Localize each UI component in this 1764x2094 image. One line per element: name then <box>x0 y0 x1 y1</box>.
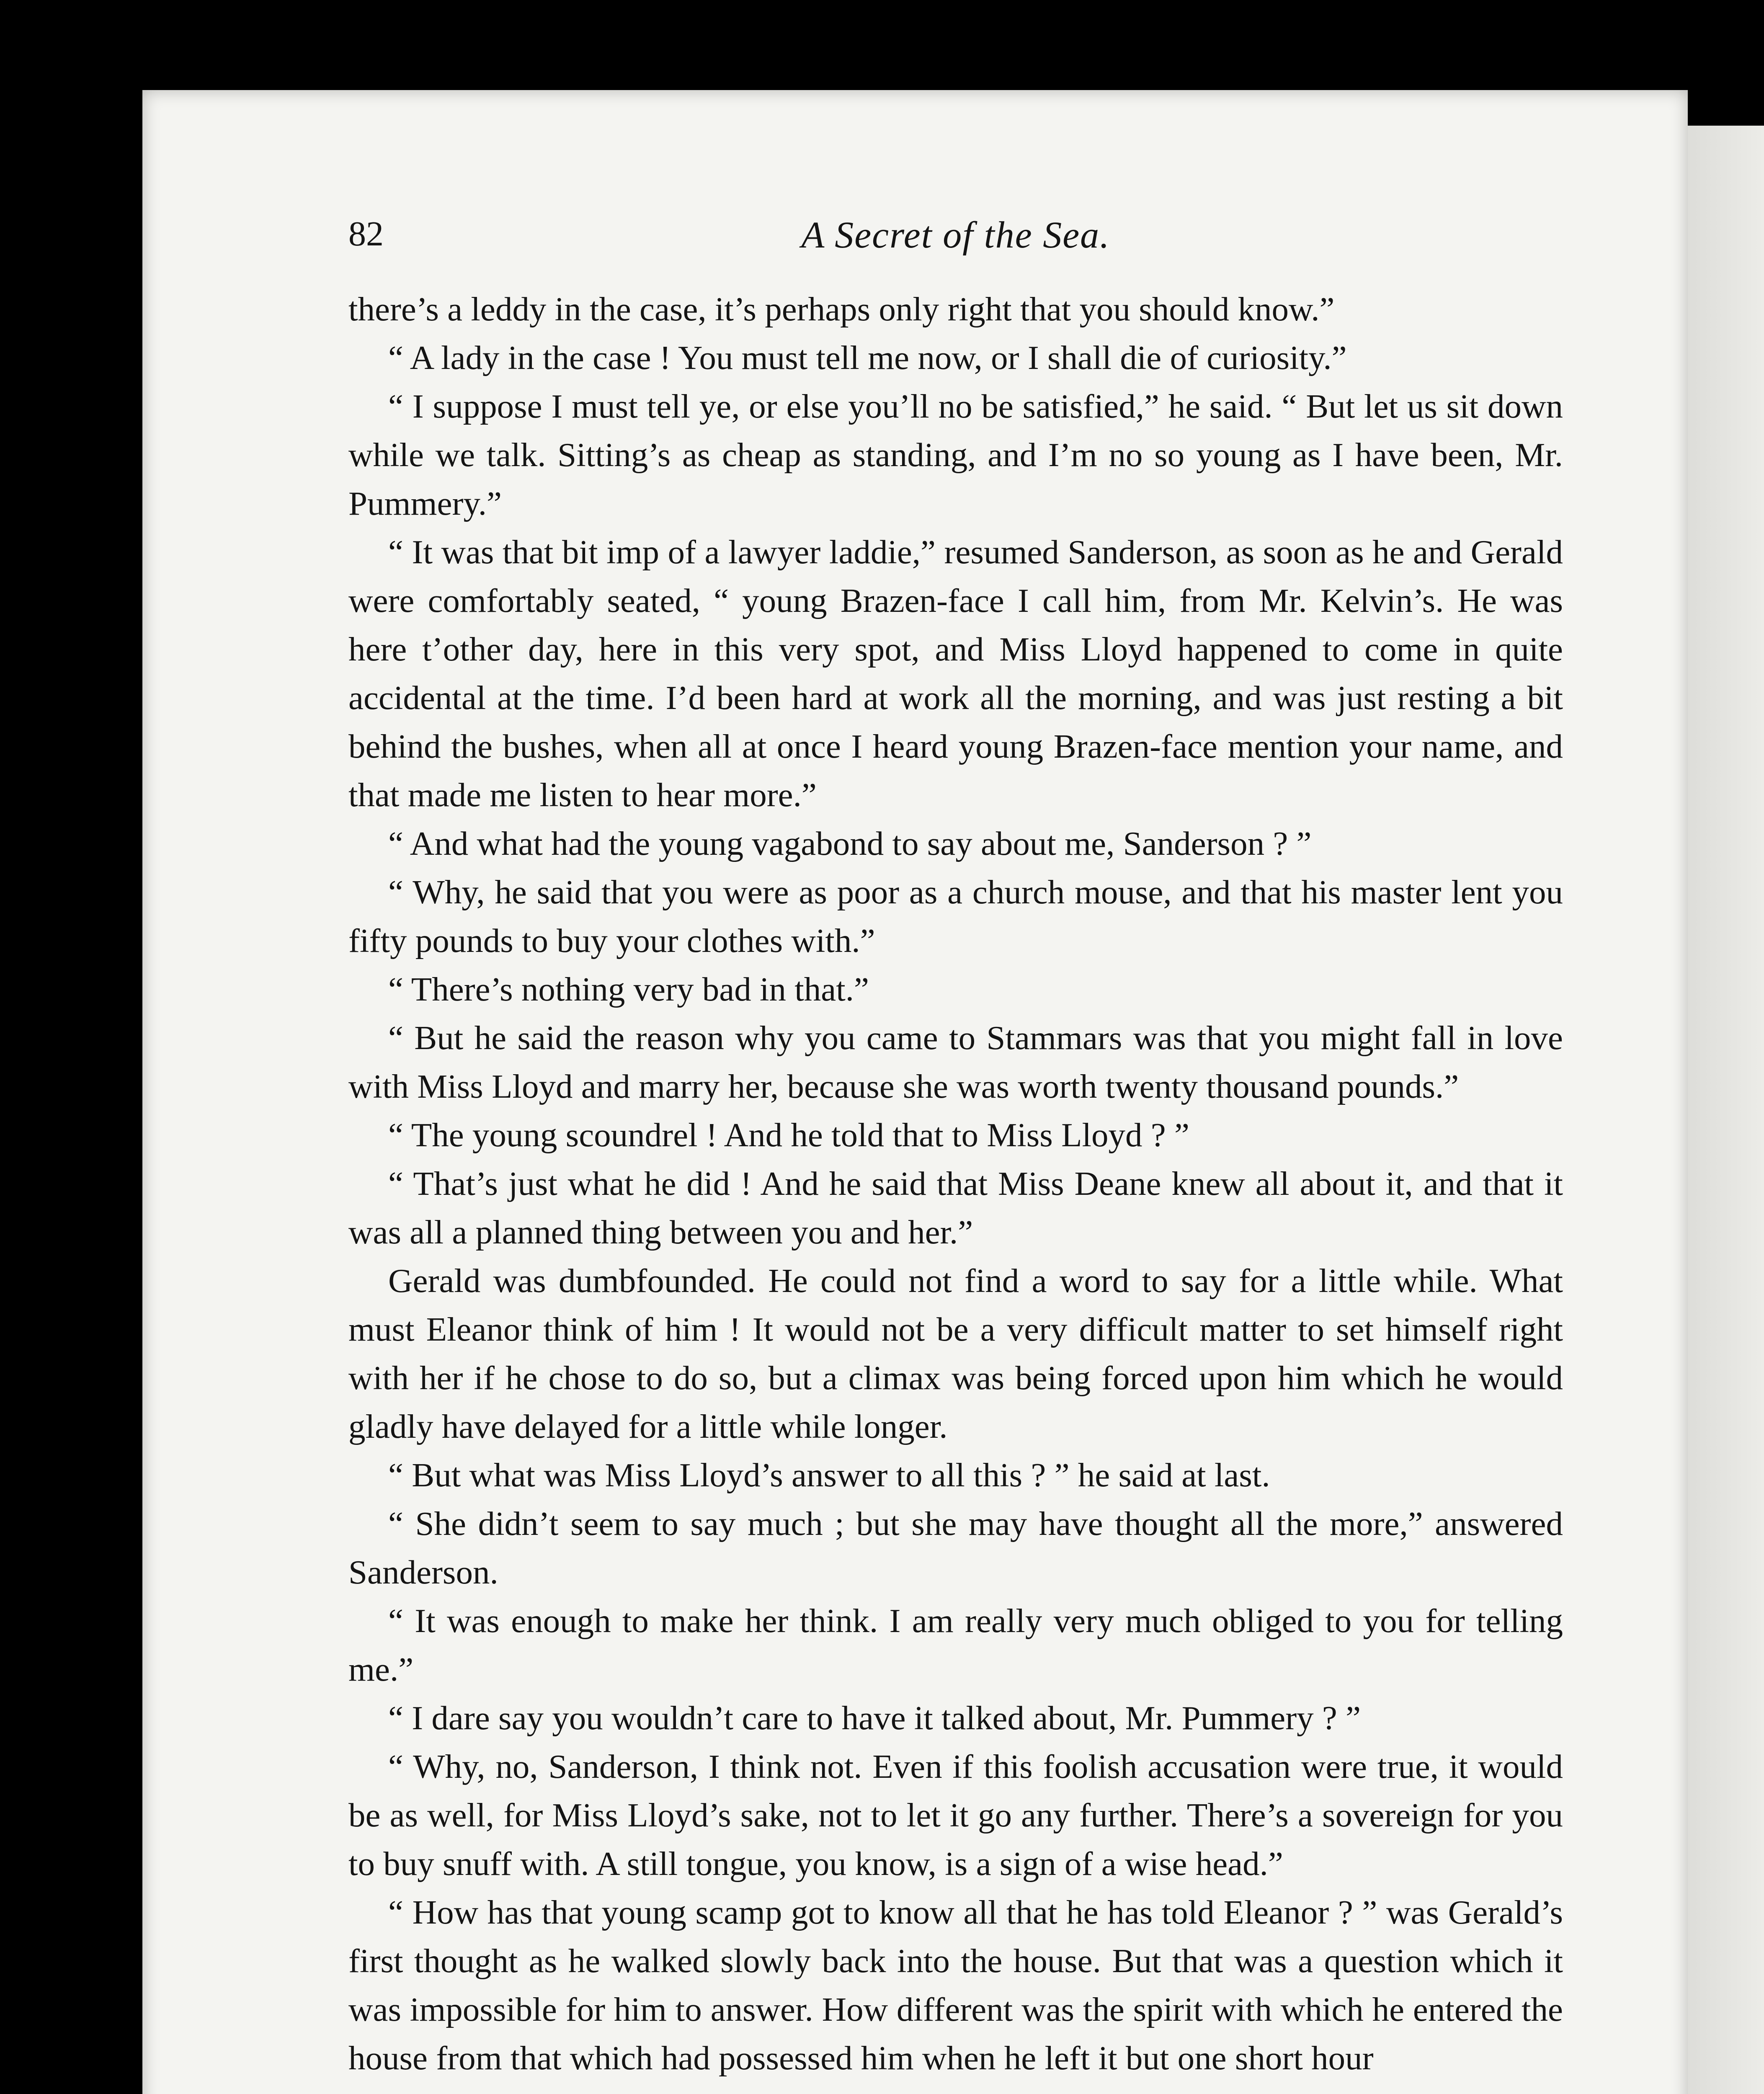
paragraph: “ That’s just what he did ! And he said that Miss Deane knew all about it, and that it was all a planned thing between you and her.” <box>348 1165 1563 1251</box>
paragraph: “ I dare say you wouldn’t care to have it talked about, Mr. Pummery ? ” <box>388 1699 1361 1737</box>
paragraph: “ Why, he said that you were as poor as a church mouse, and that his master lent you fifty pounds to buy your clothes with.” <box>348 873 1563 959</box>
paragraph: Gerald was dumbfounded. He could not find a word to say for a little while. What must Eleanor think of him ! It would not be a very difficult matter to set himself right with her if he chose to do so, but a climax was being forced upon him which he would gladly have delayed for a little while longer. <box>348 1262 1563 1445</box>
paragraph: “ And what had the young vagabond to say about me, Sanderson ? ” <box>388 825 1312 862</box>
paragraph: “ The young scoundrel ! And he told that to Miss Lloyd ? ” <box>388 1116 1189 1154</box>
paragraph: “ There’s nothing very bad in that.” <box>388 970 869 1008</box>
paragraph: there’s a leddy in the case, it’s perhaps only right that you should know.” <box>348 290 1335 328</box>
paragraph: “ It was enough to make her think. I am really very much obliged to you for telling me.” <box>348 1602 1563 1688</box>
paragraph: “ But he said the reason why you came to Stammars was that you might fall in love with Miss Lloyd and marry her, because she was worth twenty thousand pounds.” <box>348 1019 1563 1105</box>
running-head <box>348 214 1563 276</box>
page-number: 82 <box>348 214 384 253</box>
paragraph: “ But what was Miss Lloyd’s answer to all this ? ” he said at last. <box>388 1456 1270 1494</box>
book-title: A Secret of the Sea. <box>801 214 1110 256</box>
paragraph: “ I suppose I must tell ye, or else you’ll no be satisfied,” he said. “ But let us sit down while we talk. Sitting’s as cheap as standing, and I’m no so young as I have been, Mr. Pummery.” <box>348 387 1563 522</box>
paragraph: “ It was that bit imp of a lawyer laddie,” resumed Sanderson, as soon as he and Gerald were comfortably seated, “ young Brazen-face I call him, from Mr. Kelvin’s. He was here t’other day, here in this very spot, and Miss Lloyd happened to come in quite accidental at the time. I’d been hard at work all the morning, and was just resting a bit behind the bushes, when all at once I heard young Brazen-face mention your name, and that made me listen to hear more.” <box>348 533 1563 814</box>
paragraph: “ How has that young scamp got to know all that he has told Eleanor ? ” was Gerald’s first thought as he walked slowly back into the house. But that was a question which it was impossible for him to answer. How different was the spirit with which he entered the house from that which had possessed him when he left it but one short hour <box>348 1893 1563 2077</box>
paragraph: “ Why, no, Sanderson, I think not. Even if this foolish accusation were true, it would be as well, for Miss Lloyd’s sake, not to let it go any further. There’s a sovereign for you to buy snuff with. A still tongue, you know, is a sign of a wise head.” <box>348 1748 1563 1883</box>
paragraph: “ She didn’t seem to say much ; but she may have thought all the more,” answered Sanderson. <box>348 1505 1563 1591</box>
body-text <box>348 285 1563 2082</box>
paragraph: “ A lady in the case ! You must tell me now, or I shall die of curiosity.” <box>388 339 1347 377</box>
